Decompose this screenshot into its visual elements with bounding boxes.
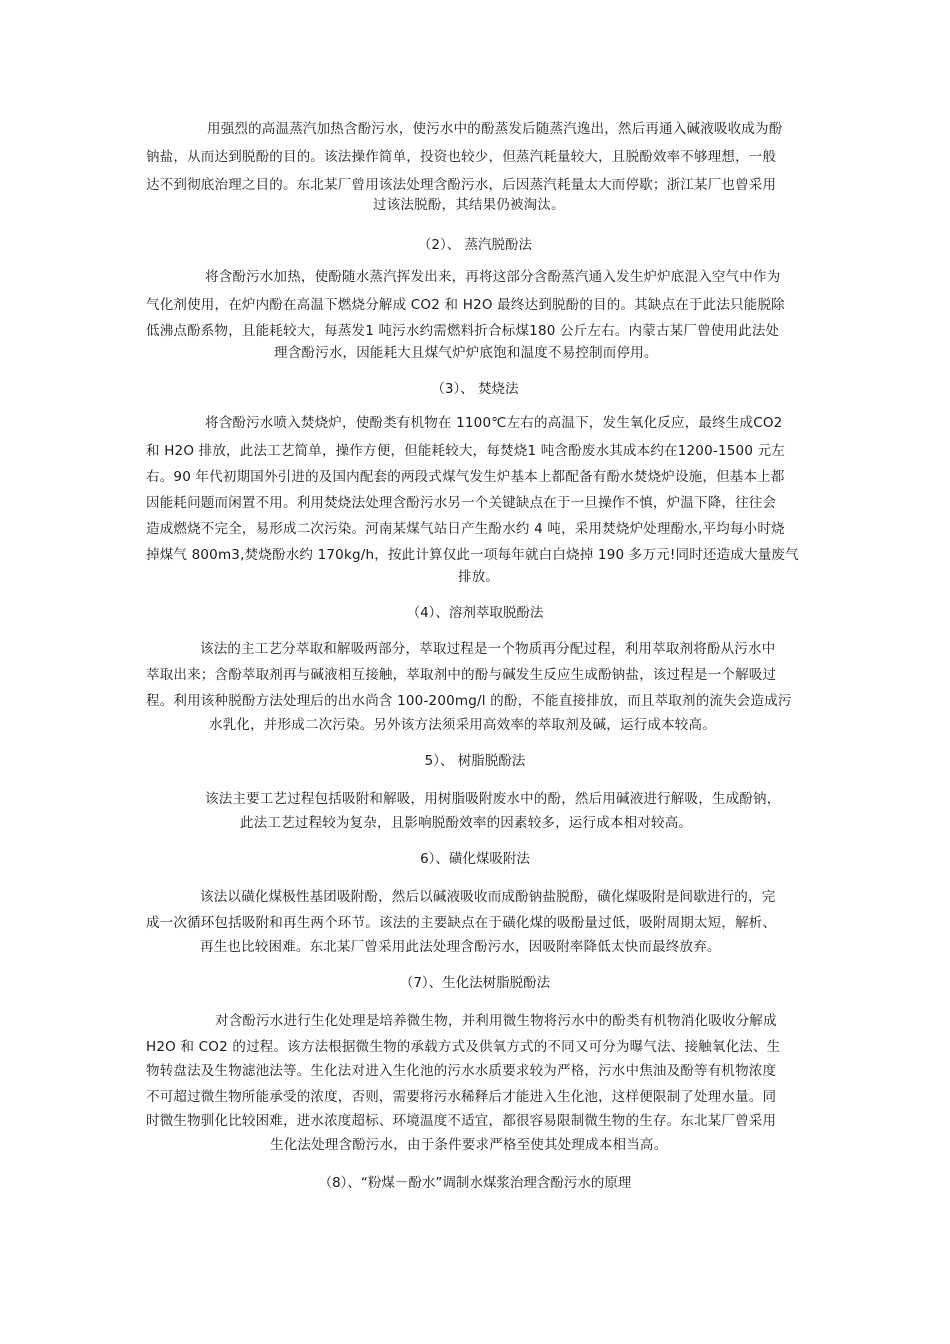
paragraph-line: 该法主要工艺过程包括吸附和解吸，用树脂吸附废水中的酚，然后用碱液进行解吸，生成酚钠， (205, 791, 781, 807)
paragraph-line: 低沸点酚系物，且能耗较大，每蒸发1 吨污水约需燃料折合标煤180 公斤左右。内蒙古某厂曾使用此法处 (146, 323, 780, 339)
paragraph-line: 将含酚污水喷入焚烧炉，使酚类有机物在 1100℃左右的高温下，发生氧化反应，最终生成CO2 (205, 415, 783, 431)
paragraph-line: 成一次循环包括吸附和再生两个环节。该法的主要缺点在于磺化煤的吸酚量过低，吸附周期太短，解析、 (146, 915, 777, 931)
section-heading: 6）、磺化煤吸附法 (420, 851, 530, 867)
paragraph-line: 将含酚污水加热，使酚随水蒸汽挥发出来，再将这部分含酚蒸汽通入发生炉炉底混入空气中作为 (205, 269, 781, 285)
paragraph-line: 右。90 年代初期国外引进的及国内配套的两段式煤气发生炉基本上都配备有酚水焚烧炉设施，但基本上都 (146, 469, 785, 485)
paragraph-line: 用强烈的高温蒸汽加热含酚污水，使污水中的酚蒸发后随蒸汽逸出，然后再通入碱液吸收成为酚 (207, 121, 783, 137)
paragraph-line: 程。利用该种脱酚方法处理后的出水尚含 100-200mg/l 的酚，不能直接排放，而且萃取剂的流失会造成污 (146, 693, 792, 709)
paragraph-line: 达不到彻底治理之目的。东北某厂曾用该法处理含酚污水，后因蒸汽耗量太大而停歇；浙江某厂也曾采用 (146, 177, 777, 193)
paragraph-line: 钠盐，从而达到脱酚的目的。该法操作简单，投资也较少，但蒸汽耗量较大，且脱酚效率不够理想，一般 (146, 149, 777, 165)
paragraph-line: 理含酚污水，因能耗大且煤气炉炉底饱和温度不易控制而停用。 (274, 345, 658, 361)
paragraph-line: H2O 和 CO2 的过程。该方法根据微生物的承载方式及供氧方式的不同又可分为曝气法、接触氧化法、生 (146, 1039, 781, 1055)
paragraph-line: 生化法处理含酚污水，由于条件要求严格至使其处理成本相当高。 (270, 1137, 668, 1153)
paragraph-line: 水乳化，并形成二次污染。另外该方法须采用高效率的萃取剂及碱，运行成本较高。 (209, 717, 716, 733)
paragraph-line: 对含酚污水进行生化处理是培养微生物，并利用微生物将污水中的酚类有机物消化吸收分解成 (215, 1013, 777, 1029)
paragraph-line: 过该法脱酚，其结果仍被淘汰。 (373, 197, 565, 213)
paragraph-line: 气化剂使用，在炉内酚在高温下燃烧分解成 CO2 和 H2O 最终达到脱酚的目的。其缺点在于此法只能脱除 (146, 297, 785, 313)
paragraph-line: 排放。 (458, 569, 500, 585)
paragraph-line: 再生也比较困难。东北某厂曾采用此法处理含酚污水，因吸附率降低太快而最终放弃。 (200, 939, 721, 955)
section-heading: 5）、 树脂脱酚法 (424, 753, 526, 769)
section-heading: （4）、溶剂萃取脱酚法 (406, 605, 544, 621)
section-heading: （3）、 焚烧法 (431, 381, 519, 397)
paragraph-line: 此法工艺过程较为复杂，且影响脱酚效率的因素较多，运行成本相对较高。 (240, 815, 693, 831)
section-heading: （8）、“粉煤－酚水”调制水煤浆治理含酚污水的原理 (318, 1175, 632, 1191)
paragraph-line: 该法的主工艺分萃取和解吸两部分，萃取过程是一个物质再分配过程，利用萃取剂将酚从污水中 (200, 641, 776, 657)
paragraph-line: 物转盘法及生物滤池法等。生化法对进入生化池的污水水质要求较为严格，污水中焦油及酚等有机物浓度 (146, 1063, 777, 1079)
paragraph-line: 萃取出来；含酚萃取剂再与碱液相互接触，萃取剂中的酚与碱发生反应生成酚钠盐，该过程是一个解吸过 (146, 667, 777, 683)
paragraph-line: 因能耗问题而闲置不用。利用焚烧法处理含酚污水另一个关键缺点在于一旦操作不慎，炉温下降，往往会 (146, 495, 777, 511)
section-heading: （7）、生化法树脂脱酚法 (399, 975, 551, 991)
paragraph-line: 不可超过微生物所能承受的浓度，否则，需要将污水稀释后才能进入生化池，这样便限制了处理水量。同 (146, 1089, 777, 1105)
section-heading: （2）、 蒸汽脱酚法 (417, 237, 533, 253)
paragraph-line: 和 H2O 排放，此法工艺简单，操作方便，但能耗较大，每焚烧1 吨含酚废水其成本约在1200-1500 元左 (146, 443, 786, 459)
paragraph-line: 时微生物驯化比较困难，进水浓度超标、环境温度不适宜，都很容易限制微生物的生存。东北某厂曾采用 (146, 1113, 777, 1129)
paragraph-line: 造成燃烧不完全，易形成二次污染。河南某煤气站日产生酚水约 4 吨，采用焚烧炉处理酚水,平均每小时烧 (146, 521, 785, 537)
paragraph-line: 该法以磺化煤极性基团吸附酚，然后以碱液吸收而成酚钠盐脱酚，磺化煤吸附是间歇进行的，完 (200, 889, 776, 905)
paragraph-line: 掉煤气 800m3,焚烧酚水约 170kg/h，按此计算仅此一项每年就白白烧掉 190 多万元!同时还造成大量废气 (146, 547, 799, 563)
